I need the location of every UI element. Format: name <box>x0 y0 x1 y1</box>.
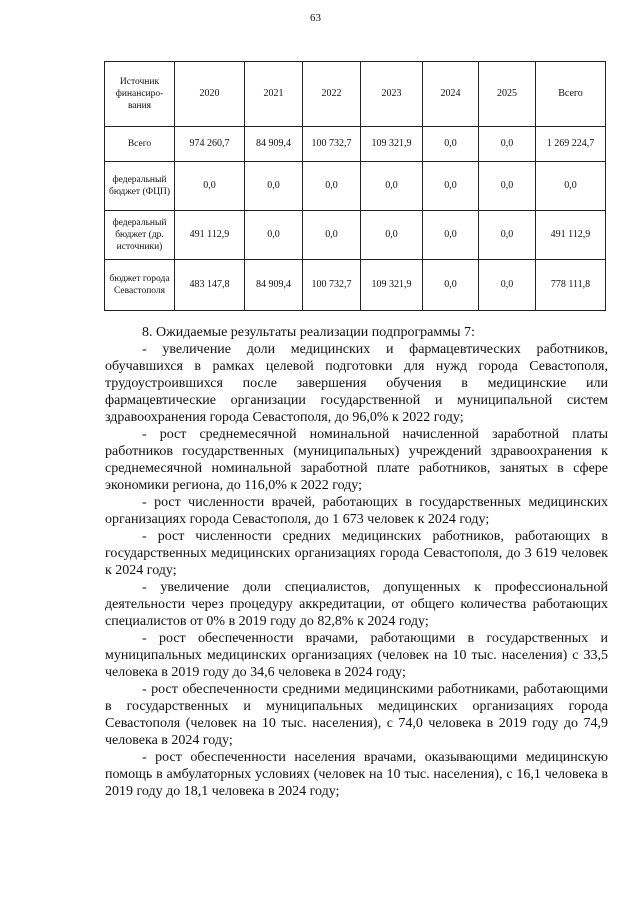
header-2025: 2025 <box>479 62 536 127</box>
table-cell: 491 112,9 <box>175 211 245 260</box>
header-2022: 2022 <box>303 62 361 127</box>
table-cell: федеральный бюджет (др. источники) <box>105 211 175 260</box>
table-row <box>105 260 606 311</box>
table-cell: 0,0 <box>479 211 536 260</box>
table-cell: 100 732,7 <box>303 127 361 162</box>
list-item: - рост обеспеченности средними медицинскими работниками, работающими в государственных и муниципальных медицинских организациях города Севастополя (человек на 10 тыс. населения), с 74,0 человека в 2019 году до 74,9 человека в 2024 году; <box>105 682 608 748</box>
page-number: 63 <box>310 12 321 24</box>
table-cell: 0,0 <box>245 211 303 260</box>
table-cell: 0,0 <box>423 162 479 211</box>
table-cell: 109 321,9 <box>361 260 423 311</box>
table-cell: 1 269 224,7 <box>536 127 606 162</box>
table-row <box>105 211 606 260</box>
header-total: Всего <box>536 62 606 127</box>
table-cell: федеральный бюджет (ФЦП) <box>105 162 175 211</box>
table-cell: 491 112,9 <box>536 211 606 260</box>
table-cell: 0,0 <box>479 127 536 162</box>
table-cell: 0,0 <box>423 127 479 162</box>
header-2024: 2024 <box>423 62 479 127</box>
table-cell: 0,0 <box>361 211 423 260</box>
list-item: - рост обеспеченности врачами, работающими в государственных и муниципальных медицинских организациях (человек на 10 тыс. населения) с 33,5 человека в 2019 году до 34,6 человека в 2024 году; <box>105 631 608 680</box>
table-cell: Всего <box>105 127 175 162</box>
list-item: - рост численности врачей, работающих в государственных медицинских организациях города Севастополя, до 1 673 человек к 2024 году; <box>105 495 608 527</box>
table-cell: 0,0 <box>303 211 361 260</box>
table-cell: 974 260,7 <box>175 127 245 162</box>
list-item: - рост среднемесячной номинальной начисленной заработной платы работников государственных (муниципальных) учреждений здравоохранения к среднемесячной номинальной заработной плате работников, занятых в сфере экономики региона, до 116,0% к 2022 году; <box>105 427 608 493</box>
header-2023: 2023 <box>361 62 423 127</box>
table-cell: 84 909,4 <box>245 260 303 311</box>
header-2021: 2021 <box>245 62 303 127</box>
header-2020: 2020 <box>175 62 245 127</box>
table-row <box>105 162 606 211</box>
list-item: - рост численности средних медицинских работников, работающих в государственных медицинских организациях города Севастополя, до 3 619 человек к 2024 году; <box>105 529 608 578</box>
header-source: Источник финансиро-вания <box>105 62 175 127</box>
list-item: - увеличение доли специалистов, допущенных к профессиональной деятельности через процедуру аккредитации, от общего количества работающих специалистов от 0% в 2019 году до 82,8% к 2024 году; <box>105 580 608 629</box>
table-cell: 109 321,9 <box>361 127 423 162</box>
table-cell: 100 732,7 <box>303 260 361 311</box>
table-cell: 0,0 <box>175 162 245 211</box>
section-heading: 8. Ожидаемые результаты реализации подпрограммы 7: <box>142 325 475 340</box>
table-cell: 0,0 <box>536 162 606 211</box>
table-cell: 0,0 <box>423 260 479 311</box>
list-item: - увеличение доли медицинских и фармацевтических работников, обучавшихся в рамках целевой подготовки для нужд города Севастополя, трудоустроившихся после завершения обучения в медицинские или фармацевтические организации государственной и муниципальной систем здравоохранения города Севастополя, до 96,0% к 2022 году; <box>105 342 608 425</box>
table-cell: 778 111,8 <box>536 260 606 311</box>
table-cell: бюджет города Севастополя <box>105 260 175 311</box>
table-cell: 0,0 <box>303 162 361 211</box>
table-cell: 0,0 <box>479 162 536 211</box>
table-cell: 0,0 <box>245 162 303 211</box>
table-cell: 84 909,4 <box>245 127 303 162</box>
financing-table <box>104 61 606 311</box>
table-cell: 483 147,8 <box>175 260 245 311</box>
table-row <box>105 127 606 162</box>
table-header-row <box>105 62 606 127</box>
results-section <box>105 324 608 800</box>
list-item: - рост обеспеченности населения врачами, оказывающими медицинскую помощь в амбулаторных условиях (человек на 10 тыс. населения), с 16,1 человека в 2019 году до 18,1 человека в 2024 году; <box>105 750 608 799</box>
table-cell: 0,0 <box>361 162 423 211</box>
table-cell: 0,0 <box>423 211 479 260</box>
table-cell: 0,0 <box>479 260 536 311</box>
